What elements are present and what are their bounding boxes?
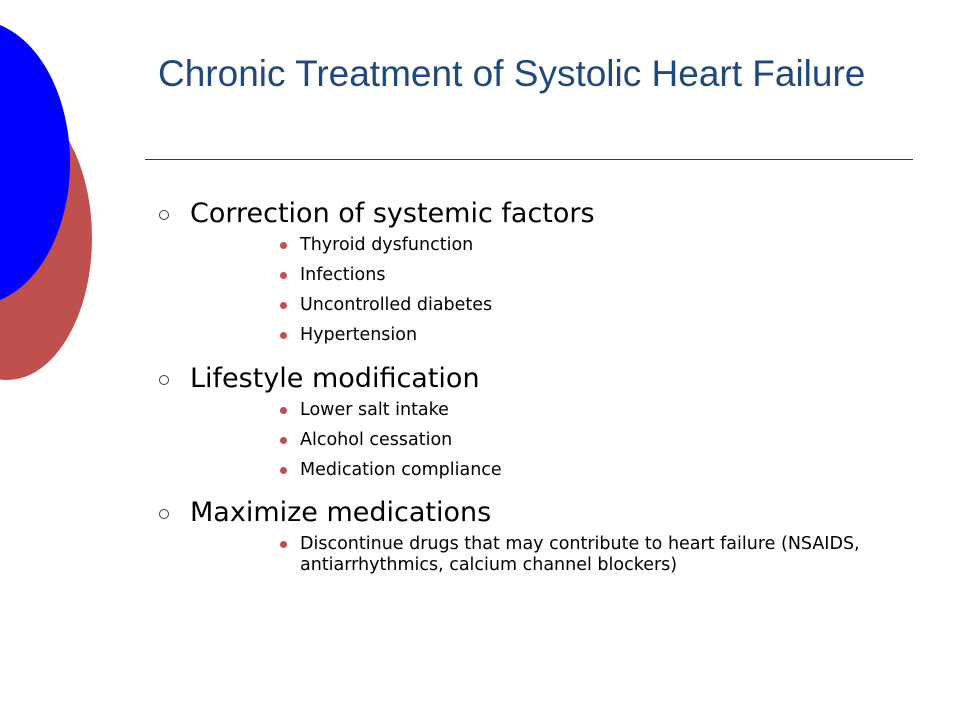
section-lifestyle: [158, 360, 918, 490]
list-item: [300, 430, 896, 451]
bullet-dot-icon: [280, 332, 287, 339]
bullet-dot-icon: [280, 467, 287, 474]
list-item-text: Uncontrolled diabetes: [300, 295, 493, 315]
bullet-dot-icon: [280, 272, 287, 279]
sub-bullet-list: [158, 400, 918, 481]
slide-title: Chronic Treatment of Systolic Heart Failure: [158, 53, 866, 94]
bullet-dot-icon: [280, 437, 287, 444]
list-item: [300, 235, 896, 256]
section-heading-row: [158, 494, 918, 534]
list-item: [300, 325, 896, 346]
list-item: [300, 400, 896, 421]
section-medications: [158, 494, 918, 585]
hollow-circle-bullet-icon: [159, 509, 169, 519]
bullet-dot-icon: [280, 541, 287, 548]
list-item-text: Hypertension: [300, 325, 418, 345]
section-heading-row: [158, 195, 918, 235]
sub-bullet-list: [158, 534, 918, 575]
hollow-circle-bullet-icon: [159, 210, 169, 220]
bullet-dot-icon: [280, 242, 287, 249]
list-item-text: Infections: [300, 265, 386, 285]
bullet-dot-icon: [280, 302, 287, 309]
section-heading: Correction of systemic factors: [190, 198, 595, 229]
list-item-text: Alcohol cessation: [300, 430, 453, 450]
list-item-text: Lower salt intake: [300, 400, 449, 420]
list-item: [300, 295, 896, 316]
list-item-text: Medication compliance: [300, 460, 502, 480]
section-heading: Maximize medications: [190, 497, 492, 528]
section-systemic-factors: [158, 195, 918, 355]
bullet-dot-icon: [280, 407, 287, 414]
list-item-text: Thyroid dysfunction: [300, 235, 474, 255]
sub-bullet-list: [158, 235, 918, 346]
list-item: [300, 460, 896, 481]
hollow-circle-bullet-icon: [159, 375, 169, 385]
section-heading: Lifestyle modification: [190, 363, 480, 394]
list-item-text: Discontinue drugs that may contribute to heart failure (NSAIDS, antiarrhythmics, calcium channel blockers): [300, 534, 860, 575]
list-item: [300, 534, 896, 575]
section-heading-row: [158, 360, 918, 400]
list-item: [300, 265, 896, 286]
